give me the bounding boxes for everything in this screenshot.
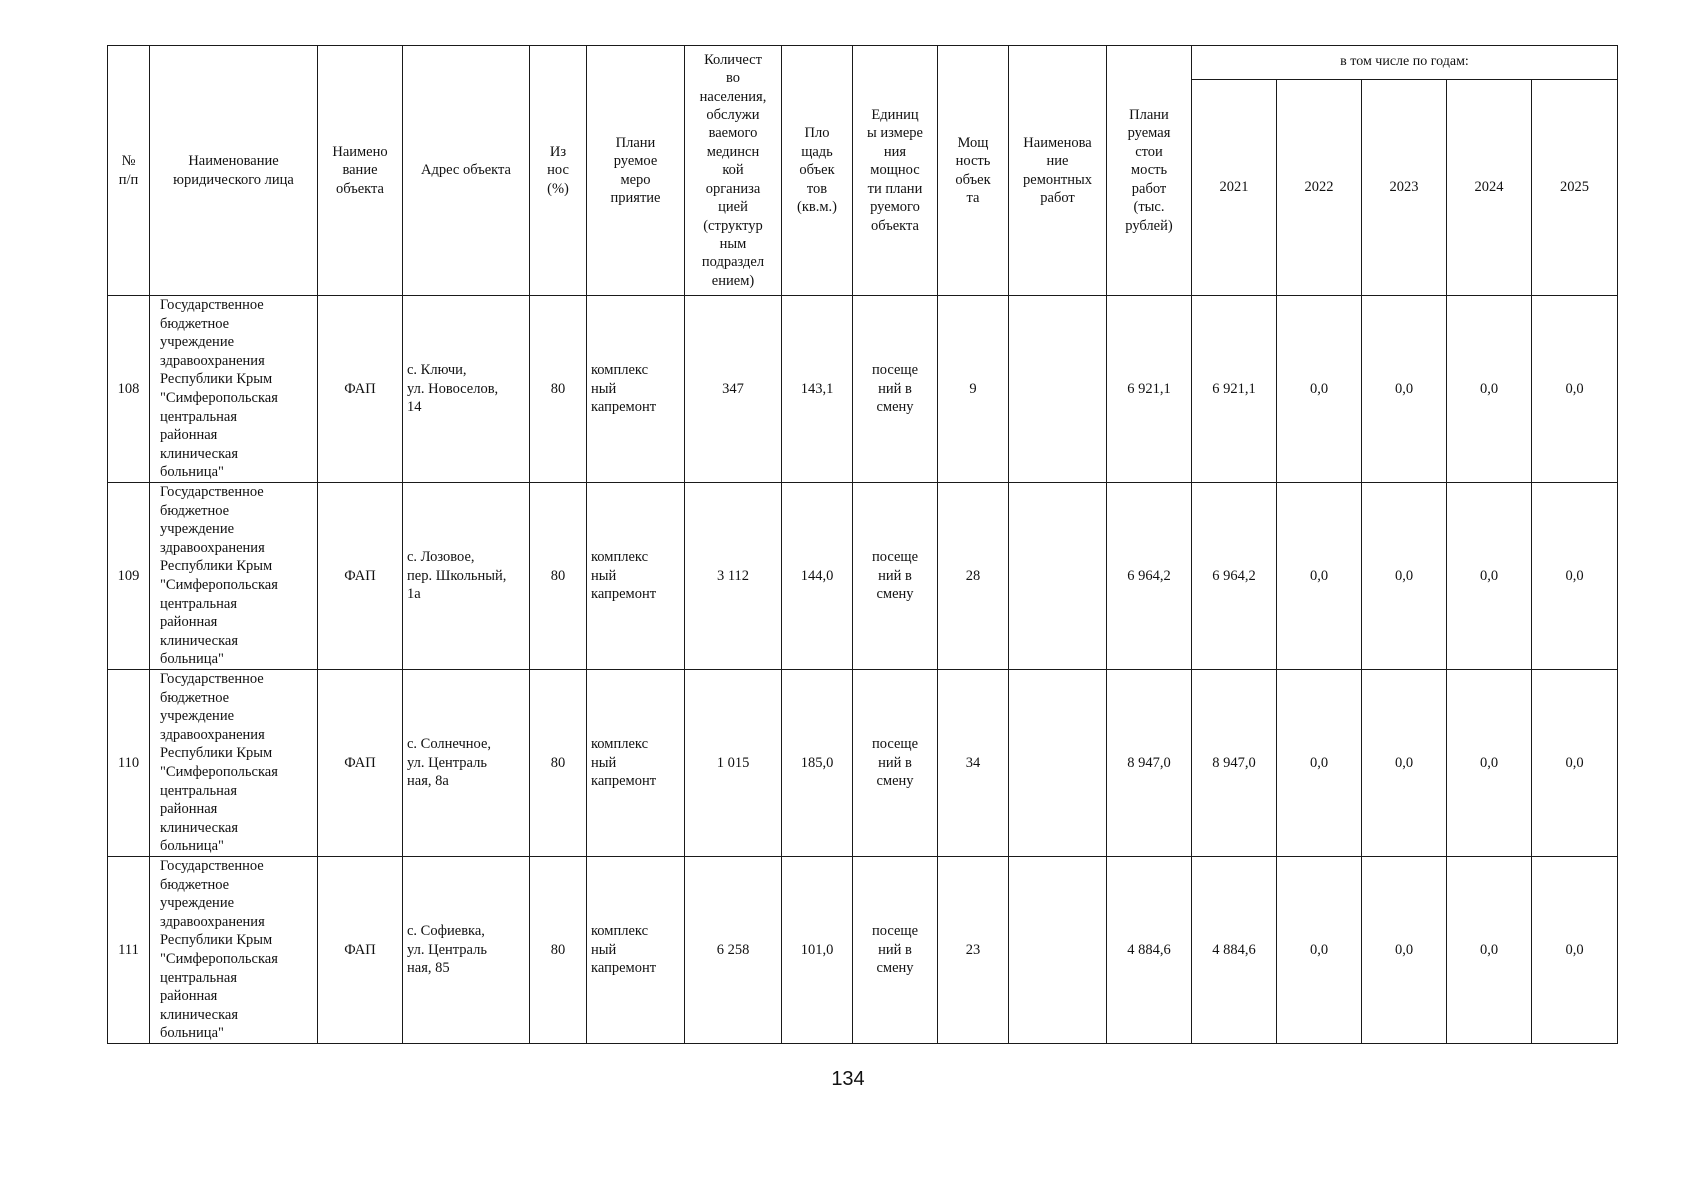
- cell-year-2023: 0,0: [1362, 857, 1447, 1044]
- cell-works-name: [1009, 670, 1107, 857]
- cell-planned-measure: комплекс ный капремонт: [587, 857, 685, 1044]
- header-year-2023: 2023: [1362, 80, 1447, 296]
- cell-year-2022: 0,0: [1277, 483, 1362, 670]
- table-body: [108, 296, 1618, 1044]
- cell-year-2023: 0,0: [1362, 483, 1447, 670]
- cell-num: 111: [108, 857, 150, 1044]
- cell-capacity: 23: [938, 857, 1009, 1044]
- cell-address: с. Софиевка, ул. Централь ная, 85: [403, 857, 530, 1044]
- cell-population: 347: [685, 296, 782, 483]
- page-number: 134: [831, 1068, 865, 1090]
- capital-repair-table: [107, 45, 1618, 1044]
- header-area: Пло щадь объек тов (кв.м.): [782, 46, 853, 296]
- header-capacity-unit: Единиц ы измере ния мощнос ти плани руемого объекта: [853, 46, 938, 296]
- cell-year-2024: 0,0: [1447, 296, 1532, 483]
- cell-wear: 80: [530, 296, 587, 483]
- cell-num: 108: [108, 296, 150, 483]
- header-wear: Из нос (%): [530, 46, 587, 296]
- cell-object-name: ФАП: [318, 857, 403, 1044]
- cell-planned-measure: комплекс ный капремонт: [587, 296, 685, 483]
- cell-population: 1 015: [685, 670, 782, 857]
- cell-area: 101,0: [782, 857, 853, 1044]
- cell-object-name: ФАП: [318, 483, 403, 670]
- cell-year-2021: 6 921,1: [1192, 296, 1277, 483]
- header-planned-measure: Плани руемое меро приятие: [587, 46, 685, 296]
- cell-num: 109: [108, 483, 150, 670]
- cell-year-2021: 8 947,0: [1192, 670, 1277, 857]
- cell-year-2023: 0,0: [1362, 670, 1447, 857]
- header-object-name: Наимено вание объекта: [318, 46, 403, 296]
- cell-area: 185,0: [782, 670, 853, 857]
- cell-legal-name: Государственное бюджетное учреждение здравоохранения Республики Крым "Симферопольская центральная районная клиническая больница": [150, 670, 318, 857]
- cell-legal-name: Государственное бюджетное учреждение здравоохранения Республики Крым "Симферопольская центральная районная клиническая больница": [150, 857, 318, 1044]
- cell-year-2022: 0,0: [1277, 857, 1362, 1044]
- cell-year-2021: 4 884,6: [1192, 857, 1277, 1044]
- cell-planned-cost: 6 964,2: [1107, 483, 1192, 670]
- header-address: Адрес объекта: [403, 46, 530, 296]
- cell-year-2024: 0,0: [1447, 483, 1532, 670]
- header-year-2022: 2022: [1277, 80, 1362, 296]
- cell-year-2025: 0,0: [1532, 296, 1618, 483]
- table-header: [108, 46, 1618, 296]
- table-row: [108, 296, 1618, 483]
- header-population: Количест во населения, обслужи ваемого мединсн кой организа цией (структур ным подраздел ением): [685, 46, 782, 296]
- cell-capacity: 9: [938, 296, 1009, 483]
- cell-capacity-unit: посеще ний в смену: [853, 670, 938, 857]
- header-year-2025: 2025: [1532, 80, 1618, 296]
- document-sheet: [107, 45, 1617, 1044]
- cell-works-name: [1009, 483, 1107, 670]
- cell-area: 143,1: [782, 296, 853, 483]
- cell-wear: 80: [530, 857, 587, 1044]
- cell-object-name: ФАП: [318, 670, 403, 857]
- table-row: [108, 483, 1618, 670]
- header-capacity: Мощ ность объек та: [938, 46, 1009, 296]
- cell-planned-cost: 6 921,1: [1107, 296, 1192, 483]
- header-planned-cost: Плани руемая стои мость работ (тыс. рублей): [1107, 46, 1192, 296]
- cell-year-2024: 0,0: [1447, 670, 1532, 857]
- header-by-years: в том числе по годам:: [1192, 46, 1618, 80]
- cell-year-2025: 0,0: [1532, 483, 1618, 670]
- cell-address: с. Ключи, ул. Новоселов, 14: [403, 296, 530, 483]
- cell-planned-cost: 4 884,6: [1107, 857, 1192, 1044]
- cell-year-2025: 0,0: [1532, 670, 1618, 857]
- cell-year-2021: 6 964,2: [1192, 483, 1277, 670]
- cell-planned-measure: комплекс ный капремонт: [587, 483, 685, 670]
- cell-address: с. Лозовое, пер. Школьный, 1а: [403, 483, 530, 670]
- header-works-name: Наименова ние ремонтных работ: [1009, 46, 1107, 296]
- cell-works-name: [1009, 296, 1107, 483]
- header-legal-name: Наименование юридического лица: [150, 46, 318, 296]
- cell-legal-name: Государственное бюджетное учреждение здравоохранения Республики Крым "Симферопольская центральная районная клиническая больница": [150, 483, 318, 670]
- cell-object-name: ФАП: [318, 296, 403, 483]
- cell-year-2023: 0,0: [1362, 296, 1447, 483]
- cell-population: 3 112: [685, 483, 782, 670]
- table-row: [108, 670, 1618, 857]
- cell-capacity-unit: посеще ний в смену: [853, 857, 938, 1044]
- cell-wear: 80: [530, 483, 587, 670]
- cell-works-name: [1009, 857, 1107, 1044]
- cell-address: с. Солнечное, ул. Централь ная, 8а: [403, 670, 530, 857]
- table-row: [108, 857, 1618, 1044]
- cell-year-2025: 0,0: [1532, 857, 1618, 1044]
- cell-legal-name: Государственное бюджетное учреждение здравоохранения Республики Крым "Симферопольская центральная районная клиническая больница": [150, 296, 318, 483]
- cell-capacity-unit: посеще ний в смену: [853, 296, 938, 483]
- cell-capacity-unit: посеще ний в смену: [853, 483, 938, 670]
- cell-year-2022: 0,0: [1277, 670, 1362, 857]
- cell-area: 144,0: [782, 483, 853, 670]
- cell-year-2024: 0,0: [1447, 857, 1532, 1044]
- header-year-2024: 2024: [1447, 80, 1532, 296]
- cell-year-2022: 0,0: [1277, 296, 1362, 483]
- cell-capacity: 34: [938, 670, 1009, 857]
- cell-planned-cost: 8 947,0: [1107, 670, 1192, 857]
- header-year-2021: 2021: [1192, 80, 1277, 296]
- cell-wear: 80: [530, 670, 587, 857]
- cell-capacity: 28: [938, 483, 1009, 670]
- header-num: № п/п: [108, 46, 150, 296]
- cell-num: 110: [108, 670, 150, 857]
- cell-planned-measure: комплекс ный капремонт: [587, 670, 685, 857]
- cell-population: 6 258: [685, 857, 782, 1044]
